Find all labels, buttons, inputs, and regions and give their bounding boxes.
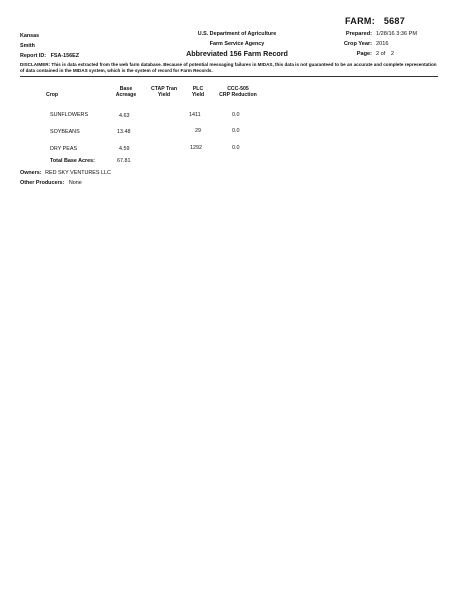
farm-number: 5687: [383, 16, 406, 26]
col-header-base-acreage-line1: Base: [119, 86, 133, 92]
row-crp-reduction: 0.0: [232, 145, 240, 151]
col-header-plc-line2: Yield: [191, 92, 205, 99]
owners-value: RED SKY VENTURES LLC: [45, 170, 111, 176]
row-crp-reduction: 0.0: [232, 128, 240, 134]
col-header-crop: Crop: [46, 92, 59, 98]
report-id-value: FSA-156EZ: [50, 53, 80, 59]
disclaimer-text: DISCLAIMER: This is data extracted from the web farm database. Because of potential messaging failures in MIDAS, this data is not guaranteed to be an accurate and complete representation of data contained in the MIDAS system, which is the system of record for Farm Records.: [20, 62, 437, 73]
row-crop: SUNFLOWERS: [50, 112, 89, 118]
other-producers-label: Other Producers:: [20, 180, 65, 186]
col-header-plc-line1: PLC: [192, 86, 204, 92]
col-header-ctap-yield: [144, 86, 184, 98]
col-header-crp-reduction: [212, 86, 264, 98]
row-base-acreage: 4.63: [119, 113, 130, 119]
farm-number-heading: [345, 16, 405, 26]
department-name: U.S. Department of Agriculture: [197, 31, 277, 37]
total-base-acres-label: Total Base Acres:: [50, 158, 95, 164]
row-crp-reduction: 0.0: [232, 112, 240, 118]
row-crop: SOYBEANS: [50, 129, 80, 135]
row-plc-yield: 1292: [190, 145, 202, 151]
prepared-label: Prepared:: [345, 31, 372, 37]
county-name: Smith: [20, 43, 35, 49]
row-base-acreage: 13.48: [117, 129, 131, 135]
crop-year-label: Crop Year:: [343, 41, 372, 47]
row-crop: DRY PEAS: [50, 146, 78, 152]
col-header-crp-line2: CRP Reduction: [219, 92, 257, 99]
col-header-ctap-line1: CTAP Tran: [150, 86, 178, 92]
col-header-crp-line1: CCC-505: [227, 86, 249, 92]
header-divider: [20, 76, 438, 77]
other-producers-line: [20, 180, 82, 186]
col-header-plc-yield: [182, 86, 214, 98]
row-plc-yield: 29: [195, 128, 201, 134]
owners-label: Owners:: [20, 170, 42, 176]
row-plc-yield: 1411: [189, 112, 201, 118]
page-of: 2 of: [376, 51, 386, 57]
report-id: [20, 53, 79, 59]
crop-year-value: 2016: [376, 41, 389, 47]
owners-line: [20, 170, 111, 176]
page-value: [376, 51, 394, 57]
col-header-base-acreage-line2: Acreage: [115, 92, 137, 99]
page-label: Page:: [356, 51, 372, 57]
total-base-acres-value: 67.81: [117, 158, 131, 164]
farm-label: FARM:: [345, 16, 375, 26]
prepared-value: 1/28/16 3:36 PM: [376, 31, 418, 37]
other-producers-value: None: [68, 180, 82, 186]
state-name: Kansas: [20, 33, 40, 39]
col-header-ctap-line2: Yield: [157, 92, 171, 99]
row-base-acreage: 4.59: [119, 146, 130, 152]
agency-name: Farm Service Agency: [209, 41, 265, 47]
page-total: 2: [390, 51, 395, 57]
col-header-base-acreage: [108, 86, 144, 98]
page-title: Abbreviated 156 Farm Record: [186, 49, 288, 58]
report-id-label: Report ID:: [20, 53, 47, 59]
